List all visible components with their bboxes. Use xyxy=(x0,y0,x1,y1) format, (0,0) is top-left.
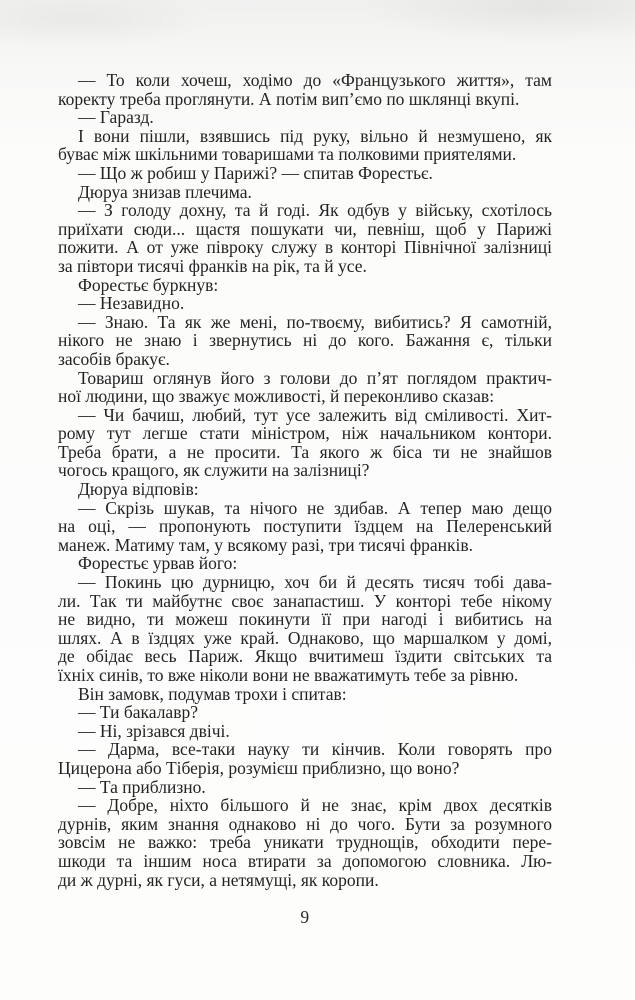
text-line: Форестьє буркнув: xyxy=(78,274,219,295)
text-line: Товариш оглянув його з голови до п’ят поглядом практич- xyxy=(78,367,552,388)
text-line: Форестьє урвав його: xyxy=(78,553,238,574)
text-line: — Покинь цю дурницю, хоч би й десять тисяч тобі дава- xyxy=(78,572,552,593)
text-line: за півтори тисячі франків на рік, та й усе. xyxy=(58,255,367,276)
text-line: манеж. Матиму там, у всякому разі, три тисячі франків. xyxy=(58,534,474,555)
text-line: шкоди та іншим носа втирати за допомогою словника. Лю- xyxy=(58,850,552,871)
paragraph xyxy=(58,499,552,555)
paragraph xyxy=(58,276,552,295)
text-line: Дюруа відповів: xyxy=(78,479,199,500)
text-line: — Та приблизно. xyxy=(78,776,206,797)
text-line: не видно, ти можеш покинути її при нагоді і вибитись на xyxy=(58,609,552,630)
text-line: їхніх синів, то вже ніколи вони не вважатимуть тебе за рівню. xyxy=(58,665,519,685)
text-line: Цицерона або Тіберія, розумієш приблизно, що воно? xyxy=(58,757,460,778)
paragraph xyxy=(58,573,552,685)
paragraph xyxy=(58,313,552,369)
text-line: — Дарма, все-таки науку ти кінчив. Коли говорять про xyxy=(78,739,552,760)
paragraph xyxy=(58,127,552,164)
text-line: шлях. А в їздцях уже край. Однаково, що маршалком у домі, xyxy=(58,627,552,648)
paragraph xyxy=(58,164,552,183)
text-line: чогось кращого, як служити на залізниці? xyxy=(58,460,370,481)
paragraph xyxy=(58,406,552,480)
text-line: пожити. А от уже півроку служу в конторі Північної залізниці xyxy=(58,237,552,258)
paragraph xyxy=(58,108,552,127)
paragraph xyxy=(58,796,552,889)
text-line: — Ні, зрізався двічі. xyxy=(78,720,230,741)
text-line: — Скрізь шукав, та нічого не здибав. А тепер маю дещо xyxy=(78,497,552,518)
paragraph xyxy=(58,722,552,741)
text-line: І вони пішли, взявшись під руку, вільно й незмушено, як xyxy=(78,125,552,146)
text-line: рому тут легше стати міністром, ніж начальником контори. xyxy=(58,423,552,444)
book-text xyxy=(58,71,552,927)
text-line: Він замовк, подумав трохи і спитав: xyxy=(78,683,347,704)
text-line: буває між шкільними товаришами та полковими приятелями. xyxy=(58,144,517,165)
text-line: ної людини, що зважує можливості, й переконливо сказав: xyxy=(58,386,495,407)
paragraph xyxy=(58,369,552,406)
text-line: — Чи бачиш, любий, тут усе залежить від сміливості. Хит- xyxy=(78,404,552,425)
text-line: зовсім не важко: треба уникати труднощів, обходити пере- xyxy=(58,832,552,853)
text-line: коректу треба проглянути. А потім вип’ємо по шклянці вкупі. xyxy=(58,88,520,109)
paragraph xyxy=(58,778,552,797)
text-line: — Гаразд. xyxy=(78,107,154,128)
text-line: — Що ж робиш у Парижі? — спитав Форестьє. xyxy=(78,162,433,183)
text-line: ди ж дурні, як гуси, а нетямущі, як коропи. xyxy=(58,869,379,890)
text-line: — То коли хочеш, ходімо до «Французького життя», там xyxy=(78,70,552,90)
text-line: — Знаю. Та як же мені, по-твоєму, вибитись? Я самотній, xyxy=(78,311,552,332)
paragraph xyxy=(58,685,552,704)
text-line: — Ти бакалавр? xyxy=(78,702,198,723)
text-line: приїхати сюди... щастя пошукати чи, певніш, щоб у Парижі xyxy=(58,218,552,239)
paragraph xyxy=(58,740,552,777)
paragraph xyxy=(58,294,552,313)
text-line: Дюруа знизав плечима. xyxy=(78,181,252,202)
text-line: нікого не знаю і звернутись ні до кого. Бажання є, тільки xyxy=(58,330,552,351)
text-line: на оці, — пропонують поступити їздцем на Пелеренський xyxy=(58,516,552,537)
paragraph xyxy=(58,71,552,108)
text-line: Треба брати, а не просити. Та якого ж біса ти не знайшов xyxy=(58,441,552,462)
text-line: де обідає весь Париж. Якщо вчитимеш їздити світських та xyxy=(58,646,552,667)
text-line: — Незавидно. xyxy=(78,293,185,314)
text-line: засобів бракує. xyxy=(58,348,170,369)
paragraph xyxy=(58,554,552,573)
paragraph xyxy=(58,703,552,722)
paragraph xyxy=(58,201,552,275)
text-line: — З голоду дохну, та й годі. Як одбув у війську, схотілось xyxy=(78,200,552,221)
paragraph xyxy=(58,183,552,202)
text-line: дурнів, яким знання однаково ні до чого. Бути за розумного xyxy=(58,813,552,834)
paragraph xyxy=(58,480,552,499)
text-line: ли. Так ти майбутнє своє занапастиш. У конторі тебе нікому xyxy=(58,590,552,611)
text-line: — Добре, ніхто більшого й не знає, крім двох десятків xyxy=(78,795,552,816)
page-number: 9 xyxy=(300,907,310,928)
